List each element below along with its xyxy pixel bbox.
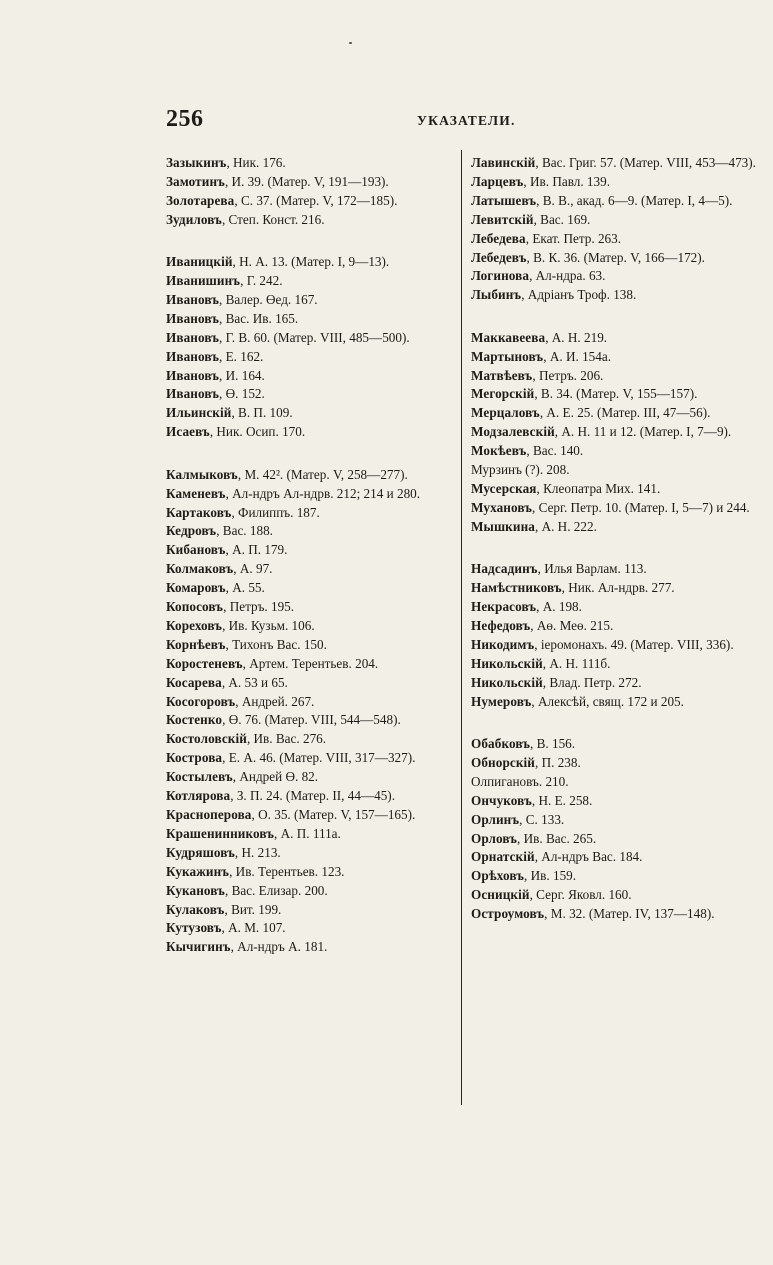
index-entry: Иваницкій, Н. А. 13. (Матер. I, 9—13). [166,254,390,270]
index-entry: Ларцевъ, Ив. Павл. 139. [471,173,611,189]
index-entry: Замотинъ, И. 39. (Матер. V, 191—193). [166,173,389,189]
index-letter-group [166,154,466,230]
index-entry: Намѣстниковъ, Ник. Ал-ндрв. 277. [471,580,675,596]
index-entry: Нумеровъ, Алексѣй, свящ. 172 и 205. [471,693,684,709]
index-entry: Копосовъ, Петръ. 195. [166,599,295,615]
index-entry: Корнѣевъ, Тихонъ Вас. 150. [166,636,327,652]
index-letter-group [166,253,466,442]
index-entry: Кибановъ, А. П. 179. [166,542,288,558]
index-entry: Кукановъ, Вас. Елизар. 200. [166,882,328,898]
index-entry: Мышкина, А. Н. 222. [471,518,597,534]
index-entry: Картаковъ, Филиппъ. 187. [166,504,320,520]
index-entry: Логинова, Ал-ндра. 63. [471,268,606,284]
index-letter-group [471,329,768,537]
index-entry: Мартыновъ, А. И. 154а. [471,348,611,364]
index-entry: Зазыкинъ, Ник. 176. [166,155,286,170]
index-entry: Обнорскій, П. 238. [471,754,581,770]
index-entry: Некрасовъ, А. 198. [471,599,582,615]
index-entry: Кострова, Е. А. 46. (Матер. VIII, 317—327). [166,750,416,766]
print-speck [349,42,352,44]
index-entry: Калмыковъ, М. 42². (Матер. V, 258—277). [166,466,408,482]
index-entry: Ильинскій, В. П. 109. [166,405,293,421]
index-entry: Орнатскій, Ал-ндръ Вас. 184. [471,849,643,865]
index-entry: Исаевъ, Ник. Осип. 170. [166,424,306,440]
index-entry: Костылевъ, Андрей Ө. 82. [166,769,319,785]
index-entry: Орѣховъ, Ив. 159. [471,868,577,884]
index-entry: Косарева, А. 53 и 65. [166,674,288,690]
index-entry: Кутузовъ, А. М. 107. [166,920,286,936]
index-entry: Мухановъ, Серг. Петр. 10. (Матер. I, 5—7) и 244. [471,499,750,515]
index-entry: Колмаковъ, А. 97. [166,561,273,577]
index-entry: Кычигинъ, Ал-ндръ А. 181. [166,939,328,955]
index-entry: Костоловскій, Ив. Вас. 276. [166,731,327,747]
index-entry: Ивановъ, Е. 162. [166,348,264,364]
index-entry: Остроумовъ, М. 32. (Матер. IV, 137—148). [471,906,715,922]
group-spacer [471,537,768,561]
page-number: 256 [166,106,204,132]
index-entry: Осницкій, Серг. Яковл. 160. [471,887,632,903]
index-letter-group [471,560,768,711]
index-entry: Золотарева, С. 37. (Матер. V, 172—185). [166,192,398,208]
index-entry: Мокѣевъ, Вас. 140. [471,443,584,459]
index-entry: Нефедовъ, Аө. Меө. 215. [471,617,614,633]
index-entry: Модзалевскій, А. Н. 11 и 12. (Матер. I, 7—9). [471,424,732,440]
index-entry: Костенко, Ө. 76. (Матер. VIII, 544—548). [166,712,401,728]
index-entry: Краснoперова, О. 35. (Матер. V, 157—165). [166,807,416,822]
index-entry: Кудряшовъ, Н. 213. [166,844,281,860]
index-entry: Ивановъ, Валер. Өед. 167. [166,291,318,307]
index-entry: Никольскій, Влад. Петр. 272. [471,674,642,690]
index-entry: Лебедева, Екат. Петр. 263. [471,230,622,246]
index-entry: Косогоровъ, Андрей. 267. [166,693,315,709]
index-entry: Ивановъ, Вас. Ив. 165. [166,310,299,326]
index-entry: Мусерская, Клеопатра Мих. 141. [471,481,661,496]
column-divider [461,150,462,1105]
index-entry: Мегорскій, В. 34. (Матер. V, 155—157). [471,386,698,402]
index-entry: Коростеневъ, Артем. Терентьев. 204. [166,655,379,671]
group-spacer [471,305,768,329]
index-letter-group [166,466,466,958]
running-title: УКАЗАТЕЛИ. [417,113,516,128]
index-entry: Зудиловъ, Степ. Конст. 216. [166,211,325,227]
index-entry: Котлярова, З. П. 24. (Матер. II, 44—45). [166,788,395,804]
index-entry: Лебедевъ, В. К. 36. (Матер. V, 166—172). [471,249,705,265]
index-entry: Ивановъ, И. 164. [166,367,265,383]
index-entry: Мурзинъ (?). 208. [471,462,570,478]
index-entry: Мерцаловъ, А. Е. 25. (Матер. III, 47—56). [471,405,711,421]
index-entry: Никольскій, А. Н. 111б. [471,655,611,671]
index-entry: Крашенинниковъ, А. П. 111а. [166,825,341,841]
index-entry: Кулаковъ, Вит. 199. [166,901,282,917]
index-letter-group [471,154,768,305]
index-entry: Каменевъ, Ал-ндръ Ал-ндрв. 212; 214 и 280. [166,485,421,501]
index-entry: Лыбинъ, Адріанъ Троф. 138. [471,287,637,303]
index-entry: Кукажинъ, Ив. Терентьев. 123. [166,863,345,879]
index-entry: Ончуковъ, Н. Е. 258. [471,792,593,808]
page-header [166,106,768,136]
index-entry: Никодимъ, іеромонахъ. 49. (Матер. VIII, 336). [471,636,734,652]
index-entry: Маккавеева, А. Н. 219. [471,329,608,345]
right-column [471,154,768,924]
index-letter-group [471,735,768,924]
index-entry: Орлинъ, С. 133. [471,811,565,827]
index-entry: Ивановъ, Г. В. 60. (Матер. VIII, 485—500). [166,329,410,345]
index-entry: Кедровъ, Вас. 188. [166,523,273,539]
index-entry: Латышевъ, В. В., акад. 6—9. (Матер. I, 4—5). [471,192,733,208]
index-entry: Олпигановъ. 210. [471,773,569,789]
index-entry: Иванишинъ, Г. 242. [166,273,283,289]
index-entry: Кореховъ, Ив. Кузьм. 106. [166,617,315,633]
index-entry: Левитскій, Вас. 169. [471,211,591,227]
index-entry: Комаровъ, А. 55. [166,580,265,596]
index-entry: Надсадинъ, Илья Варлам. 113. [471,561,647,577]
index-entry: Матвѣевъ, Петръ. 206. [471,367,604,383]
index-entry: Лавинскій, Вас. Григ. 57. (Матер. VIII, 453—473). [471,155,756,170]
left-column [166,154,466,957]
group-spacer [166,230,466,254]
index-entry: Ивановъ, Ө. 152. [166,386,265,402]
index-entry: Обабковъ, В. 156. [471,735,576,751]
group-spacer [166,442,466,466]
index-entry: Орловъ, Ив. Вас. 265. [471,830,597,846]
group-spacer [471,711,768,735]
